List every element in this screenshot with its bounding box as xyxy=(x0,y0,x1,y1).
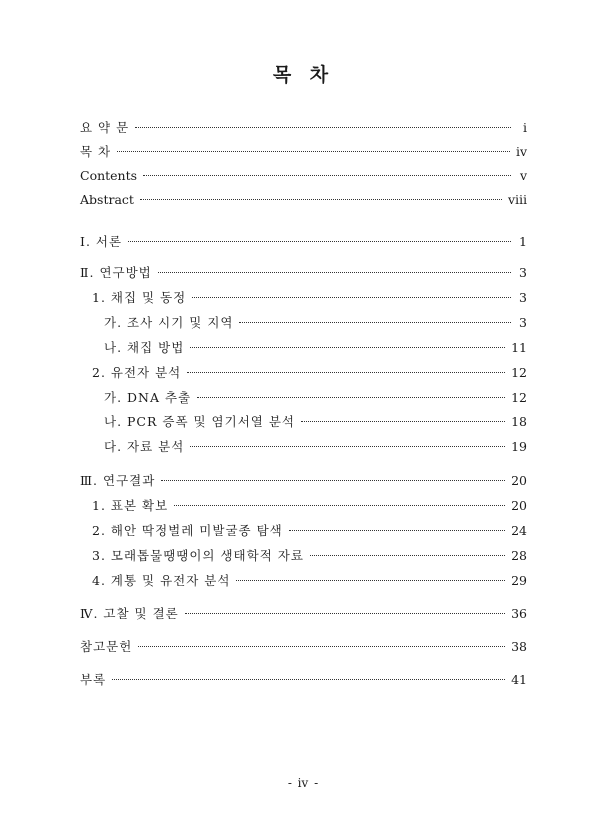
toc-entry-section-3-2[interactable] xyxy=(92,523,527,539)
leader-dots xyxy=(135,127,511,128)
toc-entry-label: 나. PCR 증폭 및 염기서열 분석 xyxy=(104,414,295,429)
leader-dots xyxy=(185,613,505,614)
leader-dots xyxy=(161,480,505,481)
toc-entry-label: 2. 해안 딱정벌레 미발굴종 탐색 xyxy=(92,523,283,538)
toc-entry-label: Ⅱ. 연구방법 xyxy=(80,265,152,280)
toc-entry-page: 20 xyxy=(511,498,527,513)
leader-dots xyxy=(310,555,505,556)
toc-entry-page: 3 xyxy=(519,290,527,305)
toc-entry-summary[interactable] xyxy=(80,120,527,136)
toc-entry-chapter-4[interactable] xyxy=(80,606,527,622)
toc-entry-section-3-4[interactable] xyxy=(92,573,527,589)
leader-dots xyxy=(190,347,505,348)
leader-dots xyxy=(236,580,505,581)
leader-dots xyxy=(174,505,505,506)
toc-entry-page: i xyxy=(523,120,527,135)
toc-entry-page: 12 xyxy=(511,365,527,380)
toc-entry-label: 다. 자료 분석 xyxy=(104,439,185,454)
toc-entry-page: 24 xyxy=(511,523,527,538)
toc-entry-label: 목 차 xyxy=(80,144,112,159)
leader-dots xyxy=(239,322,511,323)
toc-entry-contents[interactable] xyxy=(80,168,527,184)
toc-entry-label: Ⅰ. 서론 xyxy=(80,234,123,249)
toc-entry-page: 12 xyxy=(511,390,527,405)
leader-dots xyxy=(192,297,511,298)
toc-entry-label: 나. 채집 방법 xyxy=(104,340,185,355)
leader-dots xyxy=(289,530,505,531)
toc-entry-page: 41 xyxy=(511,672,527,687)
toc-entry-subsection-2-1-a[interactable] xyxy=(104,315,527,331)
toc-entry-section-2-1[interactable] xyxy=(92,290,527,306)
toc-entry-label: 1. 표본 확보 xyxy=(92,498,169,513)
toc-entry-subsection-2-2-a[interactable] xyxy=(104,390,527,406)
toc-entry-page: v xyxy=(519,168,527,183)
leader-dots xyxy=(143,175,511,176)
leader-dots xyxy=(301,421,505,422)
toc-entry-subsection-2-2-b[interactable] xyxy=(104,414,527,430)
toc-entry-references[interactable] xyxy=(80,639,527,655)
toc-entry-section-3-1[interactable] xyxy=(92,498,527,514)
page-number-footer: - ⅳ - xyxy=(287,776,320,790)
toc-entry-page: 19 xyxy=(511,439,527,454)
leader-dots xyxy=(117,151,510,152)
toc-entry-page: ⅷ xyxy=(507,192,527,207)
toc-entry-label: Abstract xyxy=(80,192,134,207)
toc-entry-appendix[interactable] xyxy=(80,672,527,688)
toc-entry-page: 36 xyxy=(511,606,527,621)
toc-entry-label: 부록 xyxy=(80,672,107,687)
toc-entry-page: 29 xyxy=(511,573,527,588)
leader-dots xyxy=(187,372,505,373)
toc-entry-abstract[interactable] xyxy=(80,192,527,208)
toc-entry-contents-ko[interactable] xyxy=(80,144,527,160)
toc-entry-page: 20 xyxy=(511,473,527,488)
toc-entry-page: ⅳ xyxy=(515,144,527,159)
toc-entry-label: 요 약 문 xyxy=(80,120,130,135)
toc-entry-label: Ⅲ. 연구결과 xyxy=(80,473,156,488)
toc-entry-page: 28 xyxy=(511,548,527,563)
leader-dots xyxy=(112,679,505,680)
toc-entry-page: 1 xyxy=(519,234,527,249)
toc-entry-label: 가. 조사 시기 및 지역 xyxy=(104,315,234,330)
toc-entry-page: 18 xyxy=(511,414,527,429)
toc-entry-page: 38 xyxy=(511,639,527,654)
toc-entry-label: Ⅳ. 고찰 및 결론 xyxy=(80,606,179,621)
leader-dots xyxy=(128,241,511,242)
toc-entry-label: 3. 모래톱물땡땡이의 생태학적 자료 xyxy=(92,548,304,563)
leader-dots xyxy=(190,446,505,447)
page-title: 목 차 xyxy=(272,64,335,86)
leader-dots xyxy=(158,272,511,273)
toc-entry-label: 1. 채집 및 동정 xyxy=(92,290,187,305)
toc-entry-label: 가. DNA 추출 xyxy=(104,390,192,405)
toc-entry-page: 3 xyxy=(519,315,527,330)
toc-entry-page: 11 xyxy=(511,340,527,355)
toc-entry-page: 3 xyxy=(519,265,527,280)
leader-dots xyxy=(138,646,505,647)
toc-entry-section-3-3[interactable] xyxy=(92,548,527,564)
toc-entry-chapter-3[interactable] xyxy=(80,473,527,489)
leader-dots xyxy=(140,199,502,200)
toc-entry-chapter-1[interactable] xyxy=(80,234,527,250)
toc-entry-label: 참고문헌 xyxy=(80,639,133,654)
toc-entry-label: 4. 계통 및 유전자 분석 xyxy=(92,573,231,588)
toc-entry-subsection-2-2-c[interactable] xyxy=(104,439,527,455)
toc-entry-label: Contents xyxy=(80,168,138,183)
toc-entry-chapter-2[interactable] xyxy=(80,265,527,281)
toc-entry-subsection-2-1-b[interactable] xyxy=(104,340,527,356)
toc-entry-section-2-2[interactable] xyxy=(92,365,527,381)
leader-dots xyxy=(197,397,505,398)
toc-entry-label: 2. 유전자 분석 xyxy=(92,365,182,380)
